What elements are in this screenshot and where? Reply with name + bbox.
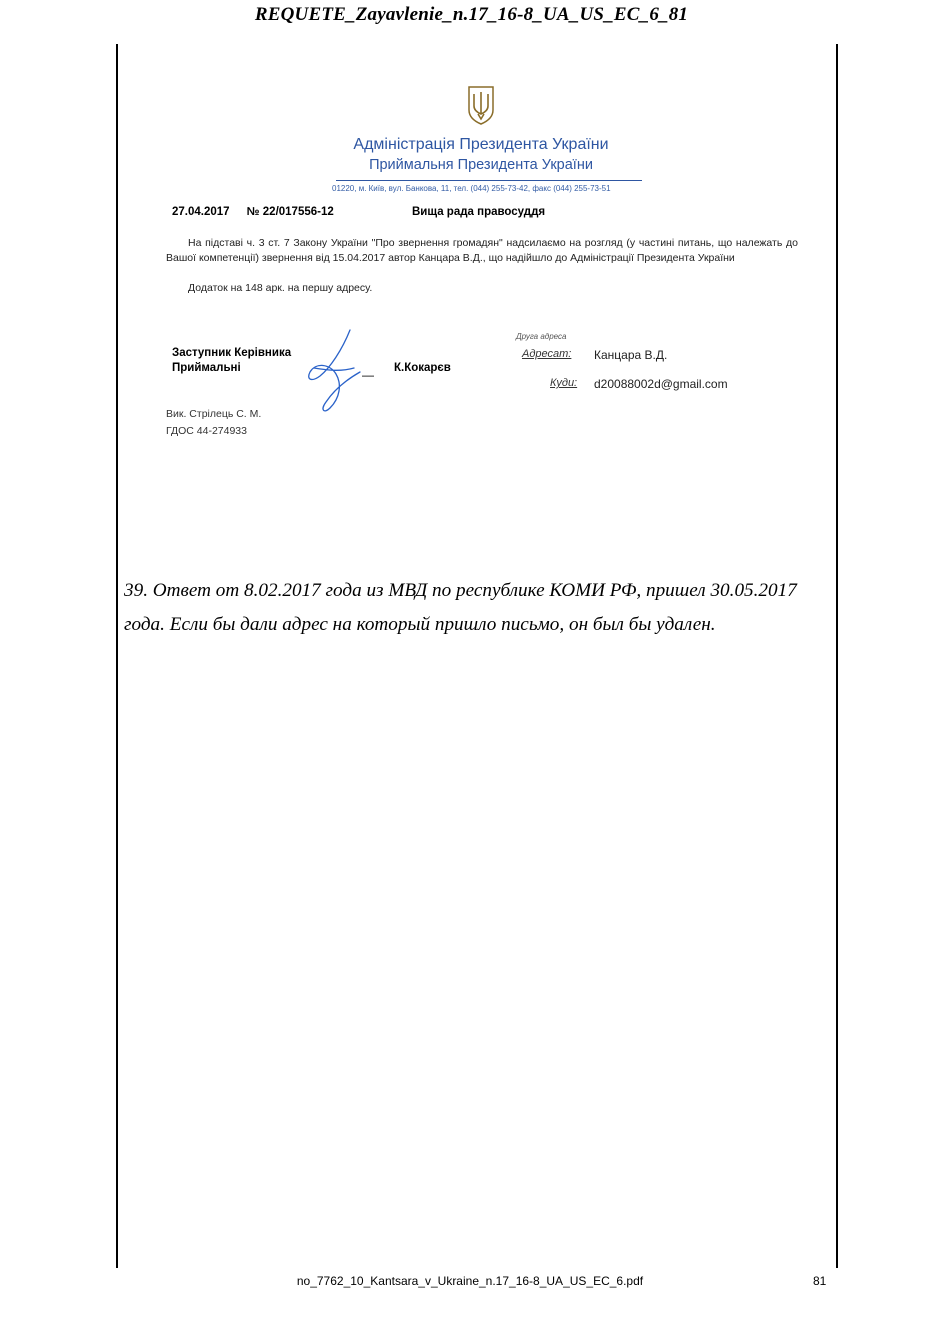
where-value: d20088002d@gmail.com (594, 377, 728, 391)
letterhead-address: 01220, м. Київ, вул. Банкова, 11, тел. (044) 255-73-42, факс (044) 255-73-51 (332, 184, 611, 193)
footer-filename: no_7762_10_Kantsara_v_Ukraine_n.17_16-8_UA_US_EC_6.pdf (296, 1274, 644, 1288)
letter-attachment: Додаток на 148 арк. на першу адресу. (188, 282, 373, 294)
second-address-label: Друга адреса (516, 332, 567, 341)
executor-name: Вик. Стрілець С. М. (166, 408, 262, 420)
right-border-line (836, 44, 838, 1268)
addressee-label: Адресат: (522, 348, 572, 360)
footer-page-number: 81 (813, 1274, 827, 1288)
paragraph-39: 39. Ответ от 8.02.2017 года из МВД по республике КОМИ РФ, пришел 30.05.2017 года. Если бы дали адрес на который пришло письмо, он был бы удален. (124, 580, 797, 635)
letter-date: 27.04.2017 (172, 206, 230, 218)
where-label: Куди: (550, 377, 578, 389)
letter-body (166, 236, 798, 265)
signature-dash: — (362, 368, 374, 382)
scanned-letter (118, 60, 834, 460)
document-code: ГДОС 44-274933 (166, 425, 247, 437)
executor-block (166, 406, 261, 440)
signatory-title-line2: Приймальні (172, 362, 241, 374)
letter-recipient: Вища рада правосуддя (412, 206, 546, 218)
signatory-title-line1: Заступник Керівника (172, 347, 292, 359)
signatory-name: К.Кокарєв (394, 362, 451, 374)
document-header-title: REQUETE_Zayavlenie_n.17_16-8_UA_US_EC_6_81 (254, 4, 689, 25)
organization-subdivision: Приймальня Президента України (369, 157, 593, 173)
trident-coat-of-arms-icon (466, 84, 496, 126)
organization-name: Адміністрація Президента України (353, 136, 609, 153)
signatory-title (172, 346, 291, 376)
registration-line (172, 206, 334, 218)
letterhead-divider (336, 180, 642, 181)
addressee-value: Канцара В.Д. (594, 348, 668, 362)
letter-number: № 22/017556-12 (246, 206, 334, 218)
letter-body-text: На підставі ч. 3 ст. 7 Закону України "Про звернення громадян" надсилаємо на розгляд (у частині питань, що належать до Вашої компетенції) звернення від 15.04.2017 автор Канцара В.Д., що надійшло до Адміністрації Президента України (166, 237, 798, 264)
